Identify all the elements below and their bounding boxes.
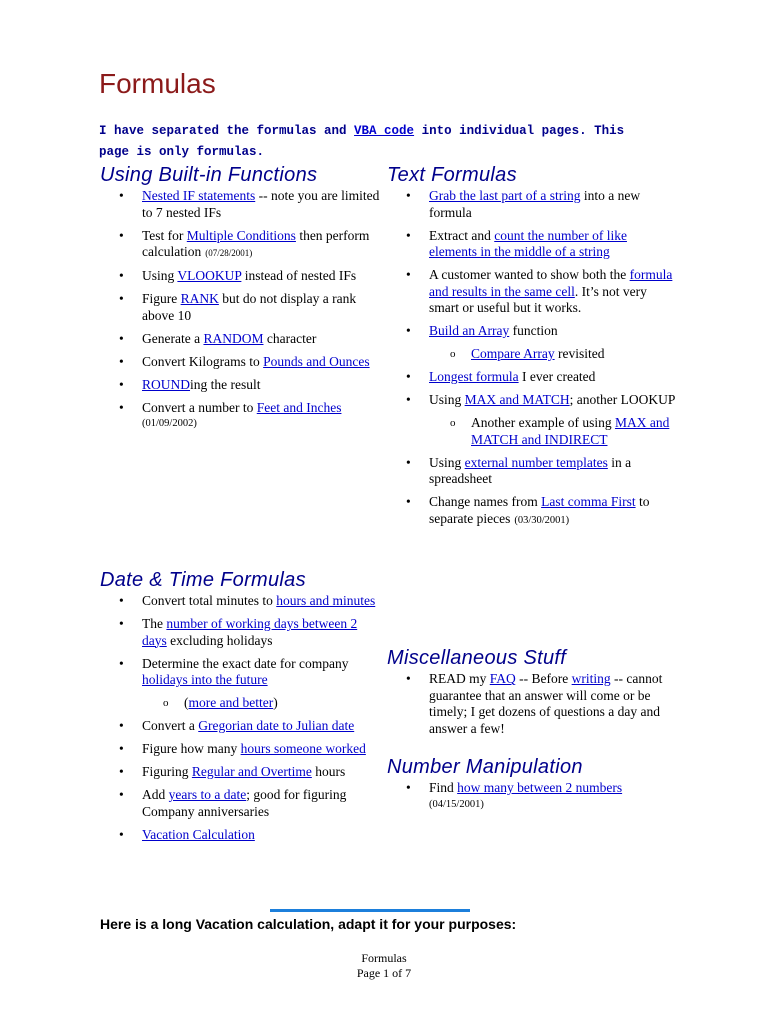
item-text: Determine the exact date for company [142, 655, 349, 671]
item-text: Another example of using [471, 415, 615, 430]
list-item [100, 331, 382, 348]
list-item [387, 323, 677, 340]
item-text: Test for [142, 227, 187, 243]
item-text: Figure [142, 291, 181, 306]
list-item [100, 593, 382, 610]
longest-formula-link[interactable]: Longest formula [429, 369, 519, 384]
rank-link[interactable]: RANK [180, 291, 219, 306]
sub-list-item [387, 346, 677, 363]
item-text: Extract and [429, 227, 495, 243]
external-number-templates-link[interactable]: external number templates [464, 454, 608, 470]
list-item [387, 671, 677, 737]
builtin-list [100, 188, 382, 433]
datetime-list [100, 593, 382, 843]
item-text: revisited [554, 346, 605, 361]
gregorian-date-to-julian-date-link[interactable]: Gregorian date to Julian date [198, 718, 355, 733]
item-text: Find [429, 780, 458, 795]
nested-if-statements-link[interactable]: Nested IF statements [142, 188, 256, 203]
count-the-number-of-like-elements-in-the-middle-of-a-string-link[interactable]: count the number of like elements in the middle of a string [429, 227, 627, 259]
item-text: but do not display a rank above 10 [142, 291, 357, 323]
regular-and-overtime-link[interactable]: Regular and Overtime [191, 764, 312, 779]
list-item [387, 494, 677, 529]
item-text: ; another LOOKUP [569, 392, 676, 407]
blue-divider [270, 909, 470, 912]
item-text: hours [311, 764, 346, 779]
section-heading-number: Number Manipulation [387, 756, 583, 778]
date-stamp: (03/30/2001) [514, 514, 570, 526]
item-text: -- cannot guarantee that an answer will come or be timely; I get dozens of questions a day and answer a few! [429, 671, 663, 736]
formula-and-results-in-the-same-cell-link[interactable]: formula and results in the same cell [429, 267, 673, 299]
list-item [100, 718, 382, 735]
list-item [100, 188, 382, 221]
list-item [100, 228, 382, 262]
section-heading-misc: Miscellaneous Stuff [387, 647, 567, 669]
round-link[interactable]: ROUND [142, 376, 191, 392]
number-list [387, 780, 677, 813]
item-text: Convert a [142, 718, 199, 733]
misc-list [387, 671, 677, 737]
item-text: ing the result [190, 376, 261, 392]
item-text: Figuring [142, 764, 192, 779]
item-text: into a new formula [429, 188, 641, 220]
writing-link[interactable]: writing [571, 671, 611, 686]
item-text: then perform calculation [142, 227, 370, 259]
intro-before: I have separated the formulas and [99, 124, 355, 138]
item-text: Using [429, 392, 465, 407]
pounds-and-ounces-link[interactable]: Pounds and Ounces [263, 353, 370, 369]
section-datetime [100, 569, 382, 850]
item-text: Generate a [142, 330, 204, 346]
item-text: Convert Kilograms to [142, 353, 264, 369]
list-item [387, 188, 677, 221]
last-comma-first-link[interactable]: Last comma First [541, 494, 636, 509]
section-heading-builtin: Using Built-in Functions [100, 164, 318, 186]
item-text: ( [184, 695, 189, 710]
multiple-conditions-link[interactable]: Multiple Conditions [186, 227, 296, 243]
intro-after: into individual pages. This page is only formulas. [99, 124, 625, 159]
list-item [387, 455, 677, 488]
section-number [387, 756, 677, 820]
item-text: -- note you are limited to 7 nested IFs [142, 188, 380, 220]
item-text: . It’s not very smart or useful but it works. [429, 283, 647, 315]
hours-someone-worked-link[interactable]: hours someone worked [240, 741, 366, 756]
list-item [100, 656, 382, 689]
compare-array-link[interactable]: Compare Array [471, 346, 555, 361]
sub-list-item [100, 695, 382, 712]
vlookup-link[interactable]: VLOOKUP [177, 268, 242, 283]
section-misc [387, 647, 677, 744]
list-item [100, 764, 382, 781]
random-link[interactable]: RANDOM [203, 330, 264, 346]
sub-list-item [387, 415, 677, 448]
vacation-heading: Here is a long Vacation calculation, adapt it for your purposes: [100, 916, 517, 932]
list-item [100, 354, 382, 371]
grab-the-last-part-of-a-string-link[interactable]: Grab the last part of a string [429, 188, 581, 203]
vacation-calculation-link[interactable]: Vacation Calculation [142, 826, 255, 842]
section-text [387, 164, 677, 536]
item-text: ) [273, 695, 278, 710]
hours-and-minutes-link[interactable]: hours and minutes [276, 593, 376, 608]
item-text: function [509, 323, 558, 338]
list-item [100, 268, 382, 285]
list-item [387, 369, 677, 386]
list-item [100, 291, 382, 324]
list-item [100, 377, 382, 394]
section-heading-text: Text Formulas [387, 164, 517, 186]
item-text: Figure how many [142, 741, 241, 756]
list-item [100, 827, 382, 844]
list-item [387, 392, 677, 409]
max-and-match-link[interactable]: MAX and MATCH [464, 392, 570, 407]
number-of-working-days-between-2-days-link[interactable]: number of working days between 2 days [142, 616, 358, 648]
more-and-better-link[interactable]: more and better [188, 695, 274, 710]
text-list [387, 188, 677, 529]
item-text: Using [429, 454, 465, 470]
item-text: Convert a number to [142, 399, 257, 415]
vba-code-link[interactable]: VBA code [354, 124, 415, 138]
section-heading-datetime: Date & Time Formulas [100, 569, 306, 591]
list-item [387, 780, 677, 813]
item-text: Convert total minutes to [142, 593, 277, 608]
item-text: excluding holidays [166, 632, 273, 648]
list-item [100, 741, 382, 758]
date-stamp: (07/28/2001) [205, 248, 253, 258]
item-text: READ my [429, 671, 490, 686]
faq-link[interactable]: FAQ [489, 671, 516, 686]
how-many-between-2-numbers-link[interactable]: how many between 2 numbers [457, 780, 623, 795]
footer-page-label: Page 1 of 7 [356, 966, 412, 980]
years-to-a-date-link[interactable]: years to a date [168, 787, 247, 802]
intro-text [99, 121, 659, 163]
max-and-match-and-indirect-link[interactable]: MAX and MATCH and INDIRECT [471, 415, 670, 447]
list-item [387, 267, 677, 317]
holidays-into-the-future-link[interactable]: holidays into the future [142, 672, 268, 687]
date-stamp: (01/09/2002) [142, 418, 197, 429]
list-item [100, 787, 382, 820]
list-item [387, 228, 677, 261]
item-text: -- Before [515, 671, 572, 686]
item-text: Using [142, 268, 178, 283]
item-text: I ever created [518, 369, 596, 384]
footer-doc-title: Formulas [361, 951, 407, 965]
feet-and-inches-link[interactable]: Feet and Inches [256, 399, 342, 415]
item-text: ; good for figuring Company anniversaries [142, 787, 347, 819]
date-stamp: (04/15/2001) [429, 798, 484, 810]
list-item [100, 400, 382, 433]
item-text: The [142, 616, 167, 631]
item-text: instead of nested IFs [241, 268, 357, 283]
list-item [100, 616, 382, 649]
item-text: Change names from [429, 494, 542, 509]
item-text: Add [142, 787, 169, 802]
section-builtin [100, 164, 382, 439]
item-text: A customer wanted to show both the [429, 267, 630, 282]
item-text: character [263, 330, 317, 346]
page-title: Formulas [99, 68, 216, 99]
item-text: to separate pieces [429, 494, 650, 526]
item-text: in a spreadsheet [429, 454, 632, 486]
build-an-array-link[interactable]: Build an Array [429, 323, 510, 338]
